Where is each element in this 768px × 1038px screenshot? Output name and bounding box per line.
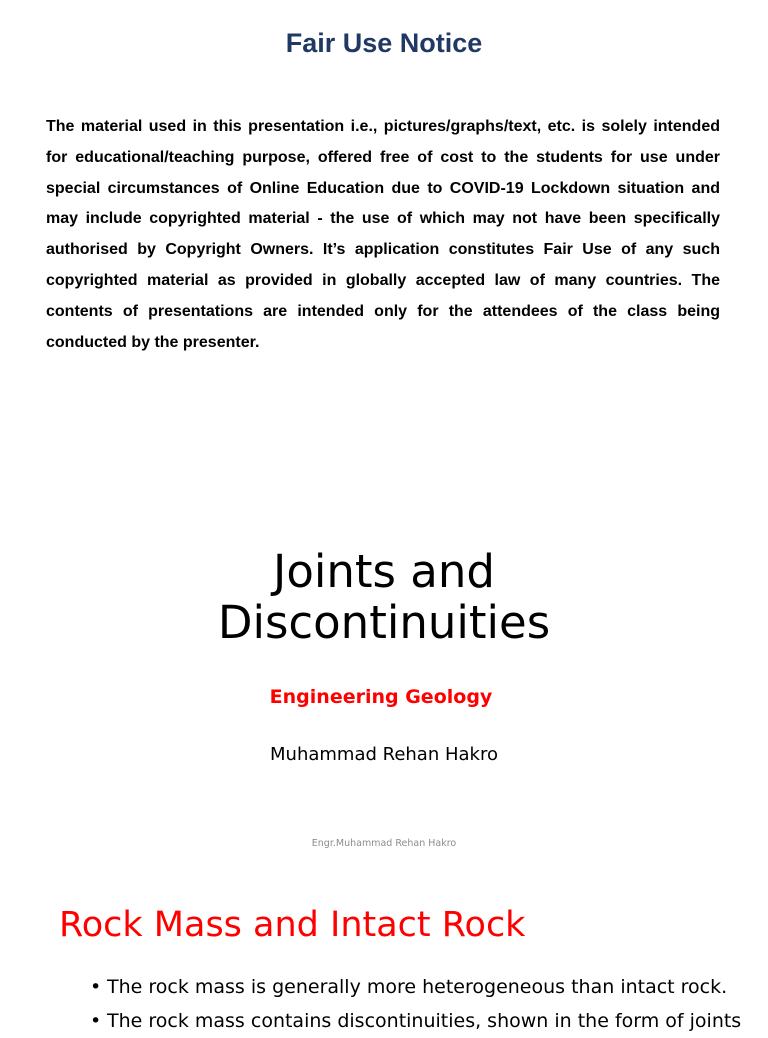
presentation-title-line2: Discontinuities — [217, 596, 551, 649]
slide-footer: Engr.Muhammad Rehan Hakro — [311, 838, 457, 849]
list-item — [90, 1004, 750, 1038]
bullet-icon: • — [90, 976, 102, 998]
list-item — [90, 970, 750, 1004]
fair-use-title: Fair Use Notice — [285, 28, 483, 58]
author-name: Muhammad Rehan Hakro — [270, 744, 498, 765]
presentation-title-line1: Joints and — [273, 545, 495, 598]
presentation-title — [0, 546, 768, 648]
bullet-icon: • — [90, 1010, 102, 1032]
course-subtitle: Engineering Geology — [269, 686, 493, 708]
rock-mass-title: Rock Mass and Intact Rock — [59, 905, 526, 945]
bullet-text: The rock mass is generally more heterogeneous than intact rock. — [107, 976, 728, 998]
bullet-text: The rock mass contains discontinuities, shown in the form of joints — [107, 1010, 742, 1032]
bullet-list — [90, 970, 750, 1038]
fair-use-body: The material used in this presentation i.e., pictures/graphs/text, etc. is solely intended for educational/teaching purpose, offered free of cost to the students for use under special circumstances of Online Education due to COVID-19 Lockdown situation and may include copyrighted material - the use of which may not have been specifically authorised by Copyright Owners. It’s application constitutes Fair Use of any such copyrighted material as provided in globally accepted law of many countries. The contents of presentations are intended only for the attendees of the class being conducted by the presenter. — [46, 118, 720, 351]
